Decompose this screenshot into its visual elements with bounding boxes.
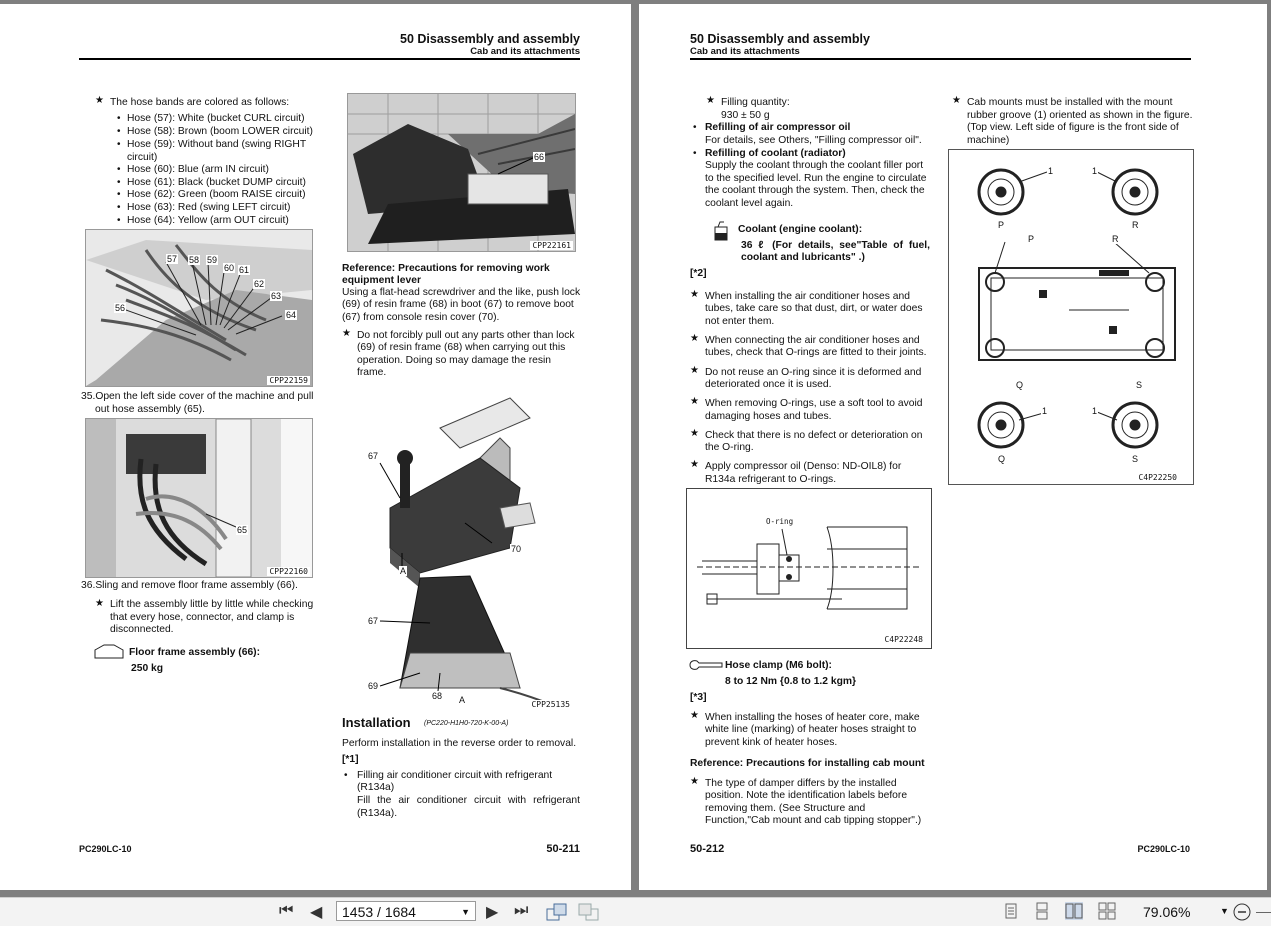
page-number: 50-212 xyxy=(690,843,725,855)
hose-clamp-label: Hose clamp (M6 bolt): xyxy=(725,660,832,671)
label-p: P xyxy=(998,220,1005,230)
note-line: Do not reuse an O-ring since it is deformed and xyxy=(705,367,922,378)
step-35-continuation: out hose assembly (65). xyxy=(95,404,205,415)
label-q: Q xyxy=(998,454,1006,464)
list-item-continuation: circuit) xyxy=(127,152,158,163)
step-36: 36.Sling and remove floor frame assembly (66). xyxy=(81,580,298,591)
two-page-continuous-icon[interactable] xyxy=(1098,902,1116,920)
star-icon: ★ xyxy=(95,95,104,106)
last-page-icon[interactable]: ⏭ xyxy=(514,902,529,919)
cab-reference-title: Reference: Precautions for installing cab mount xyxy=(690,758,925,769)
bullet-icon: • xyxy=(117,215,121,226)
label-p: P xyxy=(1028,234,1035,244)
list-item: Hose (63): Red (swing LEFT circuit) xyxy=(127,202,291,213)
cab-mount-note: (Top view. Left side of figure is the front side of xyxy=(967,122,1179,133)
callout-64: 64 xyxy=(286,310,297,320)
filling-label: Filling quantity: xyxy=(721,97,790,108)
installation-code: (PC220-H1H0-720-K-00-A) xyxy=(424,720,509,727)
callout-67: 67 xyxy=(368,451,379,461)
figure-code: CPP25135 xyxy=(531,700,570,709)
callout-68: 68 xyxy=(432,691,443,701)
star-icon: ★ xyxy=(690,459,699,470)
zoom-slider-track[interactable] xyxy=(1256,912,1271,913)
note-line: Apply compressor oil (Denso: ND-OIL8) for xyxy=(705,461,902,472)
bullet-icon: • xyxy=(693,148,697,159)
note-line: deteriorated once it is used. xyxy=(705,379,832,390)
list-item: Hose (58): Brown (boom LOWER circuit) xyxy=(127,126,313,137)
callout-62: 62 xyxy=(254,279,265,289)
cab-mount-note: Cab mounts must be installed with the mount xyxy=(967,97,1173,108)
note-line: tubes, take care so that dust, dirt, or water does xyxy=(705,303,923,314)
hose-assembly-figure xyxy=(85,229,313,387)
callout-56: 56 xyxy=(115,303,126,313)
reference-note: frame. xyxy=(357,367,387,378)
go-back-view-icon[interactable] xyxy=(546,903,568,921)
reference-note: (69) of resin frame (68) when carrying out this xyxy=(357,342,566,353)
callout-70: 70 xyxy=(511,544,522,554)
label-r: R xyxy=(1112,234,1119,244)
coolant-value: coolant and lubricants" .) xyxy=(741,252,865,263)
floor-frame-label: Floor frame assembly (66): xyxy=(129,647,261,658)
callout-63: 63 xyxy=(271,291,282,301)
bullet-icon: • xyxy=(117,189,121,200)
figure-code: C4P22248 xyxy=(884,635,923,644)
damper-note: Function,"Cab mount and cab tipping stopper".) xyxy=(705,815,922,826)
note-line: Check that there is no defect or deterioration on xyxy=(705,430,923,441)
step-35: 35.Open the left side cover of the machine and pull xyxy=(81,391,314,402)
star-icon: ★ xyxy=(690,776,699,787)
lift-note-line: disconnected. xyxy=(110,624,174,635)
label-1: 1 xyxy=(1048,166,1054,176)
label-s: S xyxy=(1136,380,1143,390)
oring-figure xyxy=(686,488,932,649)
note-line: not enter them. xyxy=(705,316,775,327)
coolant-value: 36 ℓ (For details, see"Table of fuel, xyxy=(741,240,930,251)
refrigerant-line: (R134a). xyxy=(357,808,398,819)
first-page-icon[interactable]: ⏮ xyxy=(279,902,294,919)
refrigerant-line: Fill the air conditioner circuit with refrigerant xyxy=(357,795,580,806)
bullet-icon: • xyxy=(117,139,121,150)
star-icon: ★ xyxy=(952,95,961,106)
single-page-icon[interactable] xyxy=(1002,902,1020,920)
label-1: 1 xyxy=(1042,406,1048,416)
go-forward-view-icon[interactable] xyxy=(578,903,600,921)
callout-a: A xyxy=(459,695,466,705)
reference-body: (67) from console resin cover (70). xyxy=(342,312,500,323)
reference-note: operation. Doing so may damage the resin xyxy=(357,355,552,366)
floor-frame-value: 250 kg xyxy=(131,663,164,674)
callout-60: 60 xyxy=(224,263,235,273)
chevron-down-icon[interactable]: ▼ xyxy=(461,907,470,917)
continuous-icon[interactable] xyxy=(1033,902,1051,920)
note-line: When connecting the air conditioner hoses and xyxy=(705,335,920,346)
coolant-body: to the specified level. Run the engine to circulate xyxy=(705,173,927,184)
coolant-label: Coolant (engine coolant): xyxy=(738,224,863,235)
star-icon: ★ xyxy=(690,428,699,439)
reference-title: equipment lever xyxy=(342,275,421,286)
lift-note-line: Lift the assembly little by little while checking xyxy=(110,599,314,610)
prev-page-icon[interactable]: ◀ xyxy=(310,904,323,921)
refrigerant-line: Filling air conditioner circuit with refrigerant xyxy=(357,770,553,781)
filling-value: 930 ± 50 g xyxy=(721,110,770,121)
callout-58: 58 xyxy=(189,255,200,265)
reference-body: Using a flat-head screwdriver and the like, push lock xyxy=(342,287,581,298)
cab-mount-note: rubber groove (1) oriented as shown in the figure. xyxy=(967,110,1193,121)
lift-note-line: that every hose, connector, and clamp is xyxy=(110,612,295,623)
side-cover-figure xyxy=(85,418,313,578)
left-document-page xyxy=(0,4,631,890)
header-subtitle: Cab and its attachments xyxy=(690,46,800,57)
bullet-icon: • xyxy=(117,164,121,175)
installation-title: Installation xyxy=(342,715,411,730)
star-icon: ★ xyxy=(690,289,699,300)
mark-3: [*3] xyxy=(690,692,707,703)
bullet-icon: • xyxy=(344,770,348,781)
label-q: Q xyxy=(1016,380,1024,390)
reference-note: Do not forcibly pull out any parts other than lock xyxy=(357,330,575,341)
reference-body: (69) of resin frame (68) in boot (67) to remove boot xyxy=(342,299,574,310)
header-title: 50 Disassembly and assembly xyxy=(690,32,870,46)
coolant-body: coolant level again. xyxy=(705,198,794,209)
label-1: 1 xyxy=(1092,406,1098,416)
zoom-out-icon[interactable] xyxy=(1233,903,1251,921)
figure-code: CPP22159 xyxy=(269,376,308,385)
callout-a: A xyxy=(400,566,407,576)
two-page-icon[interactable] xyxy=(1065,902,1083,920)
coolant-can-icon xyxy=(711,221,731,241)
next-page-icon[interactable]: ▶ xyxy=(486,904,499,921)
callout-57: 57 xyxy=(167,254,178,264)
bullet-icon: • xyxy=(693,122,697,133)
page-number: 50-211 xyxy=(546,843,580,855)
cab-mount-note: machine) xyxy=(967,135,1010,146)
note-line: When installing the air conditioner hoses and xyxy=(705,291,910,302)
star-icon: ★ xyxy=(342,328,351,339)
coolant-title: Refilling of coolant (radiator) xyxy=(705,148,846,159)
damper-note: position. Note the identification labels before xyxy=(705,790,908,801)
header-title: 50 Disassembly and assembly xyxy=(400,32,580,46)
callout-69: 69 xyxy=(368,681,379,691)
list-item: Hose (64): Yellow (arm OUT circuit) xyxy=(127,215,289,226)
callout-67: 67 xyxy=(368,616,379,626)
cab-mount-figure xyxy=(948,149,1194,485)
damper-note: removing them. (See Structure and xyxy=(705,803,866,814)
damper-note: The type of damper differs by the installed xyxy=(705,778,897,789)
callout-65: 65 xyxy=(237,525,248,535)
right-document-page xyxy=(639,4,1267,890)
note-line: When removing O-rings, use a soft tool to avoid xyxy=(705,398,923,409)
chevron-down-icon[interactable]: ▼ xyxy=(1220,906,1229,916)
star-icon: ★ xyxy=(690,333,699,344)
installation-body: Perform installation in the reverse order to removal. xyxy=(342,738,577,749)
mark-1: [*1] xyxy=(342,754,359,765)
star-icon: ★ xyxy=(690,365,699,376)
compressor-title: Refilling of air compressor oil xyxy=(705,122,851,133)
list-item: Hose (62): Green (boom RAISE circuit) xyxy=(127,189,306,200)
star-icon: ★ xyxy=(706,95,715,106)
coolant-body: Supply the coolant through the coolant filler port xyxy=(705,160,924,171)
star-icon: ★ xyxy=(690,710,699,721)
footer-model: PC290LC-10 xyxy=(1137,844,1190,854)
callout-59: 59 xyxy=(207,255,218,265)
star-icon: ★ xyxy=(690,396,699,407)
wrench-icon xyxy=(689,659,723,671)
coolant-body: the coolant through the system. Then, check the xyxy=(705,185,925,196)
hose-clamp-value: 8 to 12 Nm {0.8 to 1.2 kgm} xyxy=(725,676,857,687)
header-rule xyxy=(79,58,580,60)
callout-61: 61 xyxy=(239,265,250,275)
figure-code: CPP22161 xyxy=(532,241,571,250)
page-number-value: 1453 / 1684 xyxy=(342,904,416,920)
callout-66: 66 xyxy=(534,152,545,162)
list-item: Hose (61): Black (bucket DUMP circuit) xyxy=(127,177,306,188)
weight-icon xyxy=(94,644,124,659)
hose-intro: The hose bands are colored as follows: xyxy=(110,97,290,108)
refrigerant-line: (R134a) xyxy=(357,782,395,793)
list-item: Hose (60): Blue (arm IN circuit) xyxy=(127,164,269,175)
excavator-figure xyxy=(347,93,576,252)
reference-title: Reference: Precautions for removing work xyxy=(342,263,550,274)
bullet-icon: • xyxy=(117,113,121,124)
viewer-toolbar xyxy=(0,897,1271,926)
oring-label: O-ring xyxy=(766,517,794,526)
note-line: tubes, check that O-rings are fitted to their joints. xyxy=(705,347,927,358)
mark-2: [*2] xyxy=(690,268,707,279)
zoom-level[interactable]: 79.06% xyxy=(1143,904,1191,920)
compressor-body: For details, see Others, "Filling compressor oil". xyxy=(705,135,922,146)
bullet-icon: • xyxy=(117,177,121,188)
list-item: Hose (57): White (bucket CURL circuit) xyxy=(127,113,305,124)
header-rule xyxy=(690,58,1191,60)
bullet-icon: • xyxy=(117,126,121,137)
label-1: 1 xyxy=(1092,166,1098,176)
note-line: the O-ring. xyxy=(705,442,754,453)
list-item: Hose (59): Without band (swing RIGHT xyxy=(127,139,307,150)
page-number-field[interactable] xyxy=(336,901,476,921)
label-r: R xyxy=(1132,220,1139,230)
bullet-icon: • xyxy=(117,202,121,213)
header-subtitle: Cab and its attachments xyxy=(470,46,580,57)
heater-note: white line (marking) of heater hoses straight to xyxy=(705,724,917,735)
figure-code: CPP22160 xyxy=(269,567,308,576)
heater-note: prevent kink of heater hoses. xyxy=(705,737,838,748)
note-line: damaging hoses and tubes. xyxy=(705,411,832,422)
footer-model: PC290LC-10 xyxy=(79,844,132,854)
label-s: S xyxy=(1132,454,1139,464)
heater-note: When installing the hoses of heater core, make xyxy=(705,712,920,723)
note-line: R134a refrigerant to O-rings. xyxy=(705,474,837,485)
lever-figure xyxy=(360,388,580,710)
star-icon: ★ xyxy=(95,598,104,609)
figure-code: C4P22250 xyxy=(1138,473,1177,482)
